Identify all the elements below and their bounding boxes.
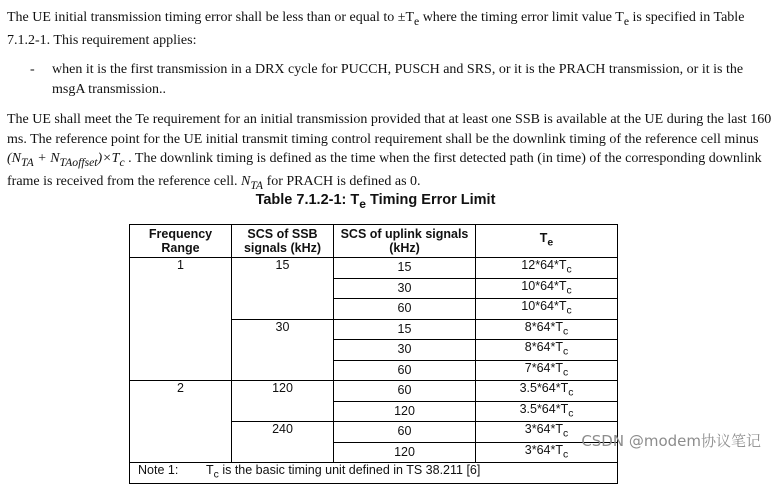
- header-scs-ssb: SCS of SSB signals (kHz): [232, 225, 334, 258]
- table-header-row: [130, 225, 618, 258]
- table-note: Note 1: $T_c$ is the basic timing unit defined in TS 38.211 [6]: [130, 463, 618, 484]
- paragraph-text: The UE shall meet the Te requirement for an initial transmission provided that at least one SSB is available at the UE during the last 160 ms. The reference point for the UE initial transmit timing control requirement shall be the downlink timing of the reference cell minus: [7, 112, 772, 147]
- cell-scs-ssb: 240: [232, 422, 334, 463]
- header-scs-uplink: SCS of uplink signals (kHz): [334, 225, 476, 258]
- cell-scs-ul: 60: [334, 381, 476, 402]
- cell-te: $8*64*T_c$: [476, 319, 618, 340]
- cell-scs-ul: 60: [334, 299, 476, 320]
- cell-te: $3.5*64*T_c$: [476, 401, 618, 422]
- cell-scs-ul: 120: [334, 401, 476, 422]
- cell-fr: 1: [130, 258, 232, 381]
- table-note-row: [130, 463, 618, 484]
- cell-te: $3*64*T_c$: [476, 442, 618, 463]
- cell-te: $10*64*T_c$: [476, 278, 618, 299]
- cell-fr: 2: [130, 381, 232, 463]
- cell-te: $12*64*T_c$: [476, 258, 618, 279]
- timing-error-table: [129, 224, 618, 484]
- bullet-text: when it is the first transmission in a DRX cycle for PUCCH, PUSCH and SRS, or it is the PRACH transmission, or it is the msgA transmission..: [52, 62, 744, 97]
- table-row: [130, 381, 618, 402]
- paragraph-text: . The downlink timing is defined as the time when the first detected path (in time) of the corresponding downlink frame is received from the reference cell.: [7, 151, 762, 190]
- paragraph-text: is specified in Table 7.1.2-1. This requirement applies:: [7, 10, 745, 49]
- subscript: e: [414, 14, 420, 28]
- cell-scs-ul: 30: [334, 340, 476, 361]
- cell-te: $8*64*T_c$: [476, 340, 618, 361]
- cell-scs-ul: 15: [334, 319, 476, 340]
- table-row: [130, 258, 618, 279]
- cell-scs-ul: 15: [334, 258, 476, 279]
- subscript: e: [623, 14, 630, 28]
- cell-te: $3*64*T_c$: [476, 422, 618, 443]
- cell-scs-ssb: 30: [232, 319, 334, 381]
- bullet-marker: -: [30, 62, 35, 77]
- header-frequency-range: Frequency Range: [130, 225, 232, 258]
- cell-te: $3.5*64*T_c$: [476, 381, 618, 402]
- note-label: Note 1:: [138, 463, 179, 477]
- cell-te: $7*64*T_c$: [476, 360, 618, 381]
- paragraph-text: The UE initial transmission timing error shall be less than or equal to ±T: [7, 10, 414, 25]
- cell-scs-ul: 30: [334, 278, 476, 299]
- paragraph-text: where the timing error limit value T: [419, 10, 624, 25]
- cell-scs-ul: 120: [334, 442, 476, 463]
- nta-symbol: $N_{TA}$: [240, 174, 264, 193]
- cell-scs-ssb: 120: [232, 381, 334, 422]
- cell-scs-ul: 60: [334, 422, 476, 443]
- cell-scs-ssb: 15: [232, 258, 334, 320]
- watermark: CSDN @modem协议笔记: [581, 432, 761, 450]
- cell-scs-ul: 60: [334, 360, 476, 381]
- header-te: $T_e$: [476, 225, 618, 258]
- paragraph-text: for PRACH is defined as 0.: [263, 174, 421, 190]
- formula: $(N_{TA} + N_{TAoffset})\times T_c$: [7, 151, 125, 169]
- paragraph-reference-point: [7, 110, 775, 196]
- cell-te: $10*64*T_c$: [476, 299, 618, 320]
- paragraph-te-requirement: [7, 8, 775, 51]
- table-caption: Table 7.1.2-1: $T_e$ Timing Error Limit: [255, 192, 496, 211]
